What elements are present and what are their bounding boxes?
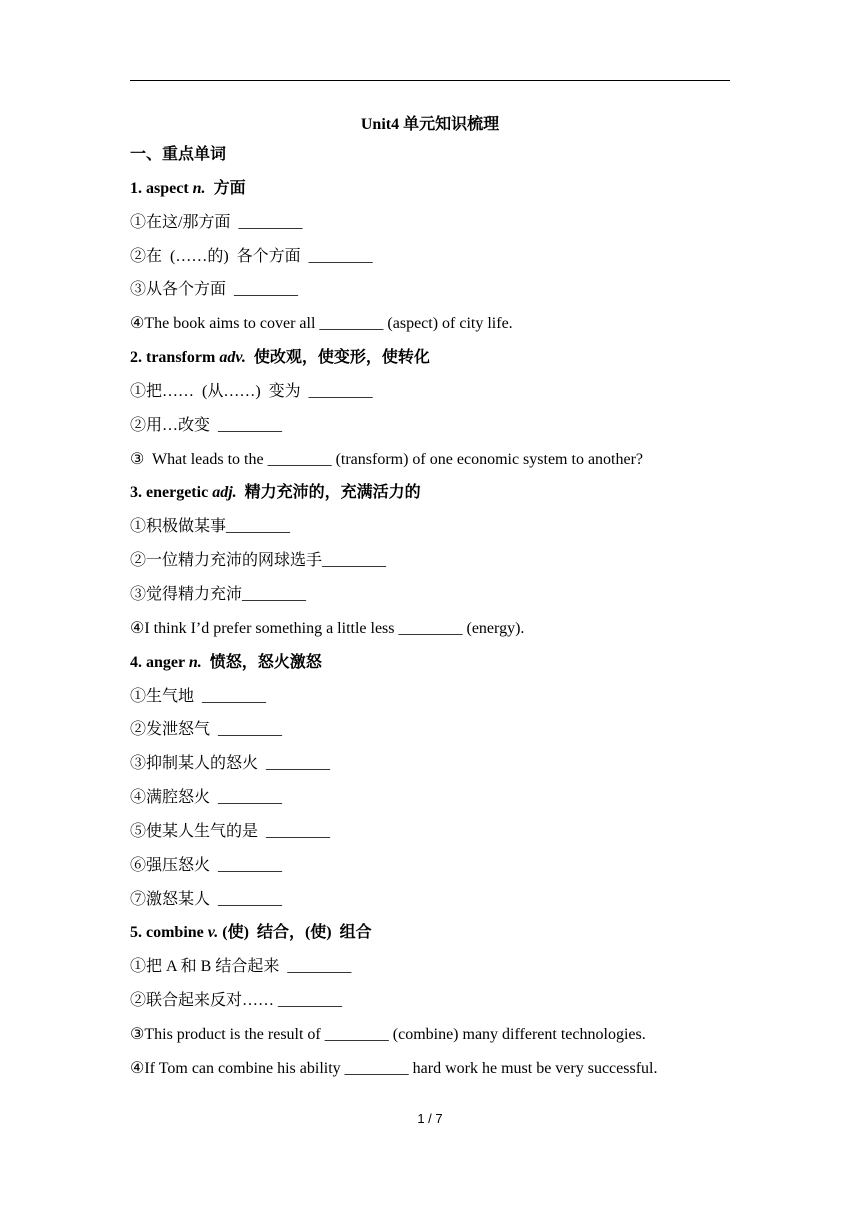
exercise-item: ①把 A 和 B 结合起来 ________ — [130, 958, 352, 976]
entry-heading-meaning: (使) 结合，(使) 组合 — [218, 924, 372, 942]
entry-heading-num: 1. — [130, 179, 146, 197]
entry-heading-meaning: 愤怒，怒火激怒 — [201, 653, 322, 671]
document-body — [130, 145, 750, 1093]
entry-heading — [130, 348, 750, 382]
entry-heading — [130, 923, 750, 957]
entry-heading-num: 5. — [130, 924, 146, 942]
header-rule — [130, 80, 730, 81]
entry-list — [130, 179, 750, 1093]
entry-heading-word: aspect — [146, 179, 193, 197]
entry-heading-pos: adj. — [212, 484, 237, 502]
exercise-item: ②发泄怒气 ________ — [130, 721, 283, 739]
entry-heading-meaning: 使改观，使变形，使转化 — [245, 349, 430, 367]
exercise-item: ③抑制某人的怒火 ________ — [130, 755, 331, 773]
exercise-item: ②一位精力充沛的网球选手________ — [130, 552, 387, 570]
entry-heading-word: transform — [146, 349, 220, 367]
entry-heading-meaning: 精力充沛的，充满活力的 — [236, 484, 421, 502]
exercise-item: ③This product is the result of ________ (combine) many different technologies. — [130, 1025, 646, 1043]
exercise-item: ⑤使某人生气的是 ________ — [130, 822, 331, 840]
exercise-item: ②联合起来反对…… ________ — [130, 992, 343, 1010]
exercise-item: ⑦激怒某人 ________ — [130, 890, 283, 908]
exercise-item: ③ What leads to the ________ (transform) of one economic system to another? — [130, 450, 644, 468]
exercise-item: ②用…改变 ________ — [130, 416, 283, 434]
page-title: Unit4 单元知识梳理 — [360, 116, 500, 133]
exercise-item: ①生气地 ________ — [130, 687, 267, 705]
exercise-item: ⑥强压怒火 ________ — [130, 856, 283, 874]
exercise-item: ①把…… (从……) 变为 ________ — [130, 382, 373, 400]
exercise-item: ④I think I’d prefer something a little less ________ (energy). — [130, 619, 525, 637]
entry-heading-num: 4. — [130, 653, 146, 671]
entry-heading-pos: n. — [192, 179, 206, 197]
entry-heading-meaning: 方面 — [205, 179, 246, 197]
section-heading: 一、重点单词 — [130, 146, 227, 163]
exercise-item: ①在这/那方面 ________ — [130, 213, 303, 231]
entry-heading — [130, 653, 750, 687]
entry-heading — [130, 179, 750, 213]
exercise-item: ①积极做某事________ — [130, 518, 291, 536]
entry-heading-num: 3. — [130, 484, 146, 502]
exercise-item: ③从各个方面 ________ — [130, 281, 299, 299]
entry-heading-pos: n. — [188, 653, 202, 671]
exercise-item: ④If Tom can combine his ability ________ hard work he must be very successful. — [130, 1059, 658, 1077]
entry-heading-word: anger — [146, 653, 189, 671]
page-number: 1 / 7 — [417, 1111, 443, 1126]
entry-heading-pos: adv. — [219, 349, 246, 367]
entry-heading-word: combine — [146, 924, 208, 942]
exercise-item: ②在 (……的) 各个方面 ________ — [130, 247, 373, 265]
exercise-item: ③觉得精力充沛________ — [130, 585, 307, 603]
exercise-item: ④The book aims to cover all ________ (aspect) of city life. — [130, 315, 513, 333]
entry-heading-word: energetic — [146, 484, 213, 502]
entry-heading-pos: v. — [207, 924, 219, 942]
entry-heading — [130, 483, 750, 517]
exercise-item: ④满腔怒火 ________ — [130, 789, 283, 807]
entry-heading-num: 2. — [130, 349, 146, 367]
